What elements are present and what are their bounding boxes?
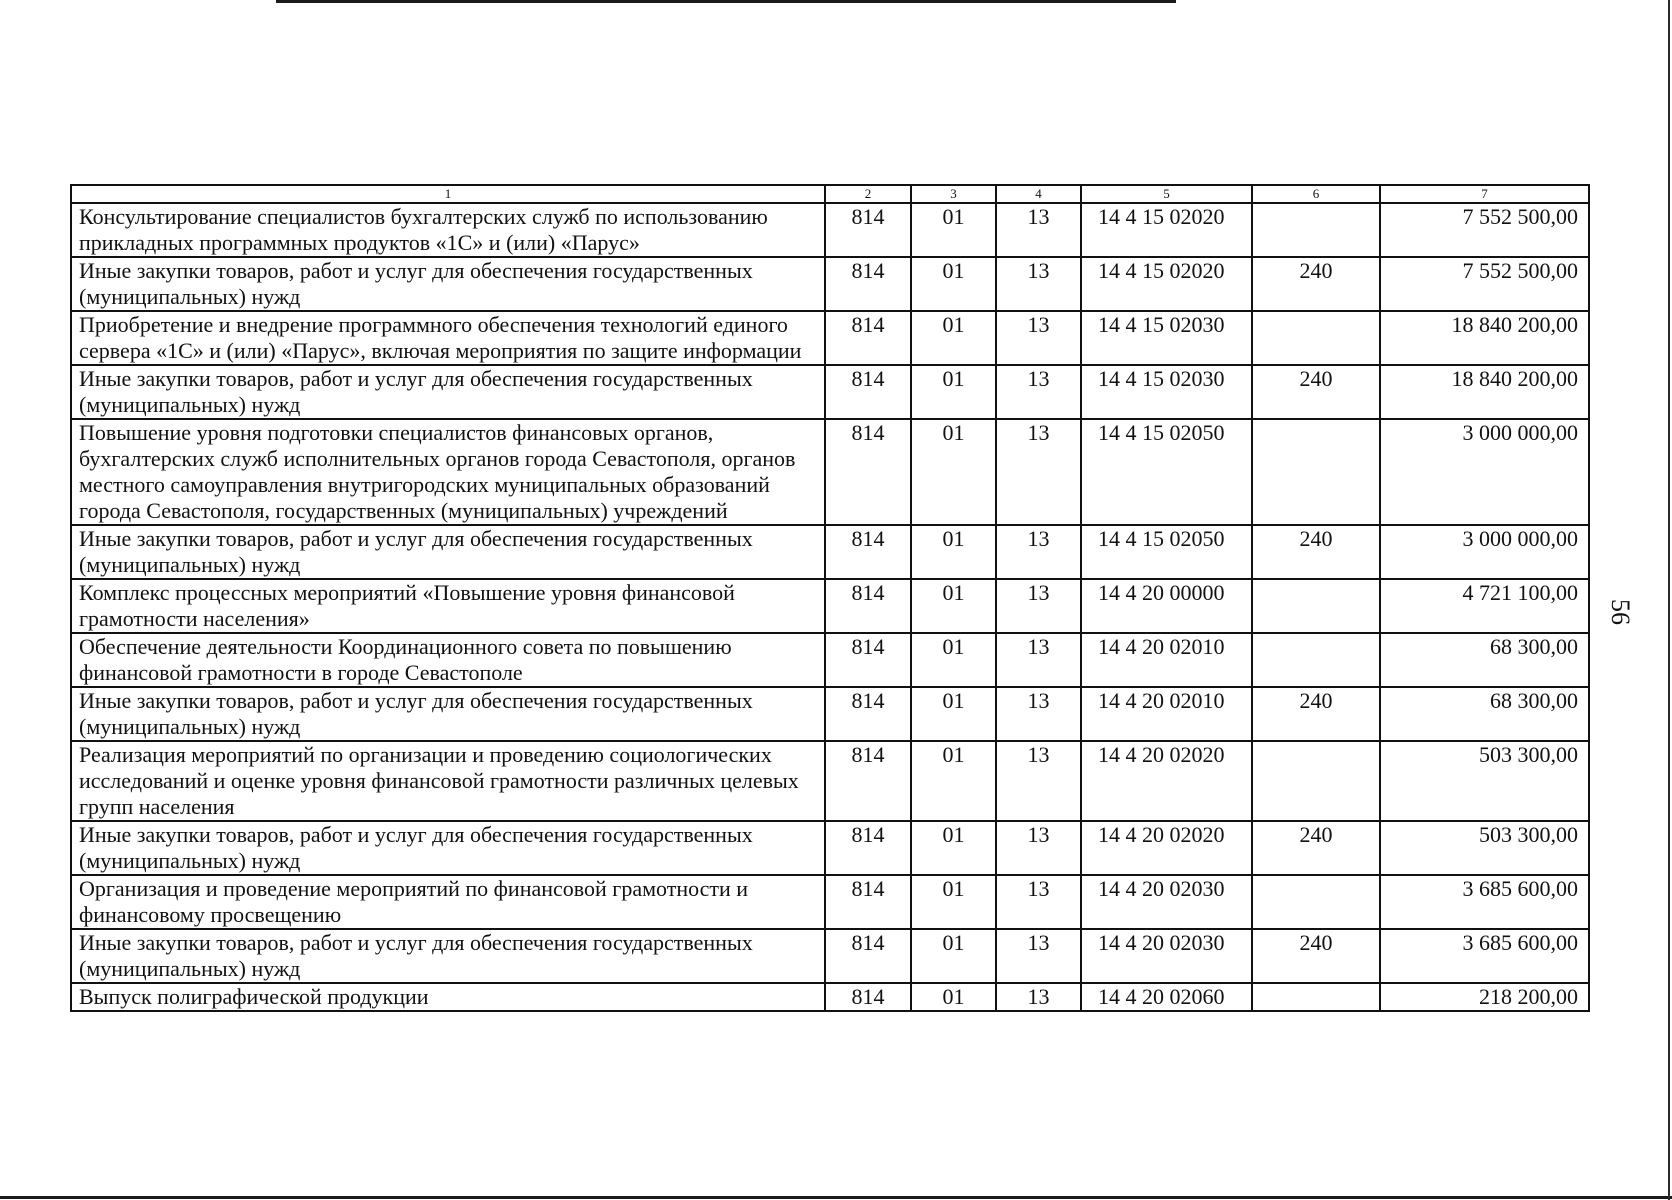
row-name: Консультирование специалистов бухгалтерских служб по использованию прикладных программных продуктов «1С» и (или) «Парус»	[71, 203, 825, 257]
row-amount: 3 000 000,00	[1380, 525, 1589, 579]
row-grbs: 814	[825, 579, 911, 633]
table-row	[71, 203, 1589, 257]
row-pr: 13	[996, 983, 1081, 1011]
row-pr: 13	[996, 687, 1081, 741]
row-vr: 240	[1252, 687, 1380, 741]
table-row	[71, 875, 1589, 929]
table-row	[71, 687, 1589, 741]
row-amount: 18 840 200,00	[1380, 365, 1589, 419]
row-csr: 14 4 15 02030	[1081, 365, 1252, 419]
row-vr: 240	[1252, 257, 1380, 311]
row-csr: 14 4 20 02030	[1081, 929, 1252, 983]
table-row	[71, 929, 1589, 983]
column-number: 4	[996, 185, 1081, 203]
row-amount: 7 552 500,00	[1380, 203, 1589, 257]
row-grbs: 814	[825, 875, 911, 929]
row-grbs: 814	[825, 203, 911, 257]
row-csr: 14 4 15 02050	[1081, 525, 1252, 579]
row-pr: 13	[996, 633, 1081, 687]
row-vr: 240	[1252, 821, 1380, 875]
row-csr: 14 4 20 00000	[1081, 579, 1252, 633]
row-csr: 14 4 15 02020	[1081, 257, 1252, 311]
row-rz: 01	[911, 633, 996, 687]
row-rz: 01	[911, 365, 996, 419]
row-pr: 13	[996, 875, 1081, 929]
row-vr: 240	[1252, 929, 1380, 983]
row-grbs: 814	[825, 257, 911, 311]
row-vr	[1252, 875, 1380, 929]
row-amount: 4 721 100,00	[1380, 579, 1589, 633]
row-pr: 13	[996, 821, 1081, 875]
row-vr	[1252, 579, 1380, 633]
row-csr: 14 4 20 02010	[1081, 633, 1252, 687]
row-grbs: 814	[825, 741, 911, 821]
row-amount: 503 300,00	[1380, 741, 1589, 821]
row-rz: 01	[911, 983, 996, 1011]
column-number: 7	[1380, 185, 1589, 203]
row-grbs: 814	[825, 311, 911, 365]
table-row	[71, 821, 1589, 875]
scan-edge-top	[276, 0, 1176, 3]
row-name: Иные закупки товаров, работ и услуг для обеспечения государственных (муниципальных) нужд	[71, 365, 825, 419]
table-row	[71, 311, 1589, 365]
row-name: Иные закупки товаров, работ и услуг для обеспечения государственных (муниципальных) нужд	[71, 929, 825, 983]
row-name: Иные закупки товаров, работ и услуг для обеспечения государственных (муниципальных) нужд	[71, 821, 825, 875]
row-name: Выпуск полиграфической продукции	[71, 983, 825, 1011]
row-pr: 13	[996, 257, 1081, 311]
row-amount: 7 552 500,00	[1380, 257, 1589, 311]
row-name: Обеспечение деятельности Координационного совета по повышению финансовой грамотности в городе Севастополе	[71, 633, 825, 687]
row-amount: 18 840 200,00	[1380, 311, 1589, 365]
page-number: 56	[1606, 599, 1635, 625]
table-row	[71, 365, 1589, 419]
row-csr: 14 4 20 02020	[1081, 821, 1252, 875]
column-number: 5	[1081, 185, 1252, 203]
row-grbs: 814	[825, 929, 911, 983]
scan-edge-right	[1668, 0, 1670, 1200]
row-name: Реализация мероприятий по организации и проведению социологических исследований и оценке уровня финансовой грамотности различных целевых групп населения	[71, 741, 825, 821]
row-amount: 3 000 000,00	[1380, 419, 1589, 525]
row-amount: 3 685 600,00	[1380, 875, 1589, 929]
row-grbs: 814	[825, 983, 911, 1011]
row-grbs: 814	[825, 419, 911, 525]
row-csr: 14 4 20 02020	[1081, 741, 1252, 821]
row-name: Комплекс процессных мероприятий «Повышение уровня финансовой грамотности населения»	[71, 579, 825, 633]
table-row	[71, 983, 1589, 1011]
row-vr: 240	[1252, 525, 1380, 579]
row-rz: 01	[911, 257, 996, 311]
row-pr: 13	[996, 525, 1081, 579]
table-row	[71, 579, 1589, 633]
row-pr: 13	[996, 311, 1081, 365]
row-amount: 68 300,00	[1380, 633, 1589, 687]
table-row	[71, 741, 1589, 821]
row-grbs: 814	[825, 633, 911, 687]
column-number: 3	[911, 185, 996, 203]
row-name: Повышение уровня подготовки специалистов финансовых органов, бухгалтерских служб исполнительных органов города Севастополя, органов местного самоуправления внутригородских муниципальных образований города Севастополя, государственных (муниципальных) учреждений	[71, 419, 825, 525]
scan-edge-bottom	[0, 1196, 1672, 1199]
row-grbs: 814	[825, 687, 911, 741]
row-name: Иные закупки товаров, работ и услуг для обеспечения государственных (муниципальных) нужд	[71, 525, 825, 579]
row-pr: 13	[996, 203, 1081, 257]
row-name: Организация и проведение мероприятий по финансовой грамотности и финансовому просвещению	[71, 875, 825, 929]
row-csr: 14 4 20 02030	[1081, 875, 1252, 929]
table-row	[71, 419, 1589, 525]
row-vr: 240	[1252, 365, 1380, 419]
row-pr: 13	[996, 419, 1081, 525]
row-csr: 14 4 20 02010	[1081, 687, 1252, 741]
row-rz: 01	[911, 579, 996, 633]
column-number: 2	[825, 185, 911, 203]
table-row	[71, 525, 1589, 579]
row-amount: 218 200,00	[1380, 983, 1589, 1011]
budget-table	[70, 184, 1590, 1012]
row-vr	[1252, 983, 1380, 1011]
row-pr: 13	[996, 929, 1081, 983]
row-rz: 01	[911, 821, 996, 875]
row-amount: 68 300,00	[1380, 687, 1589, 741]
row-pr: 13	[996, 579, 1081, 633]
row-vr	[1252, 419, 1380, 525]
column-number-row	[71, 185, 1589, 203]
column-number: 6	[1252, 185, 1380, 203]
row-rz: 01	[911, 741, 996, 821]
table-row	[71, 633, 1589, 687]
row-rz: 01	[911, 419, 996, 525]
row-pr: 13	[996, 365, 1081, 419]
row-vr	[1252, 633, 1380, 687]
row-amount: 503 300,00	[1380, 821, 1589, 875]
row-rz: 01	[911, 929, 996, 983]
row-rz: 01	[911, 687, 996, 741]
row-rz: 01	[911, 203, 996, 257]
row-csr: 14 4 15 02030	[1081, 311, 1252, 365]
row-vr	[1252, 741, 1380, 821]
row-name: Иные закупки товаров, работ и услуг для обеспечения государственных (муниципальных) нужд	[71, 257, 825, 311]
row-pr: 13	[996, 741, 1081, 821]
row-amount: 3 685 600,00	[1380, 929, 1589, 983]
row-grbs: 814	[825, 365, 911, 419]
row-name: Иные закупки товаров, работ и услуг для обеспечения государственных (муниципальных) нужд	[71, 687, 825, 741]
row-csr: 14 4 15 02020	[1081, 203, 1252, 257]
column-number: 1	[71, 185, 825, 203]
row-vr	[1252, 311, 1380, 365]
row-grbs: 814	[825, 821, 911, 875]
row-grbs: 814	[825, 525, 911, 579]
row-rz: 01	[911, 525, 996, 579]
row-name: Приобретение и внедрение программного обеспечения технологий единого сервера «1С» и (или) «Парус», включая мероприятия по защите информации	[71, 311, 825, 365]
row-rz: 01	[911, 311, 996, 365]
row-csr: 14 4 15 02050	[1081, 419, 1252, 525]
row-rz: 01	[911, 875, 996, 929]
row-csr: 14 4 20 02060	[1081, 983, 1252, 1011]
table-row	[71, 257, 1589, 311]
row-vr	[1252, 203, 1380, 257]
